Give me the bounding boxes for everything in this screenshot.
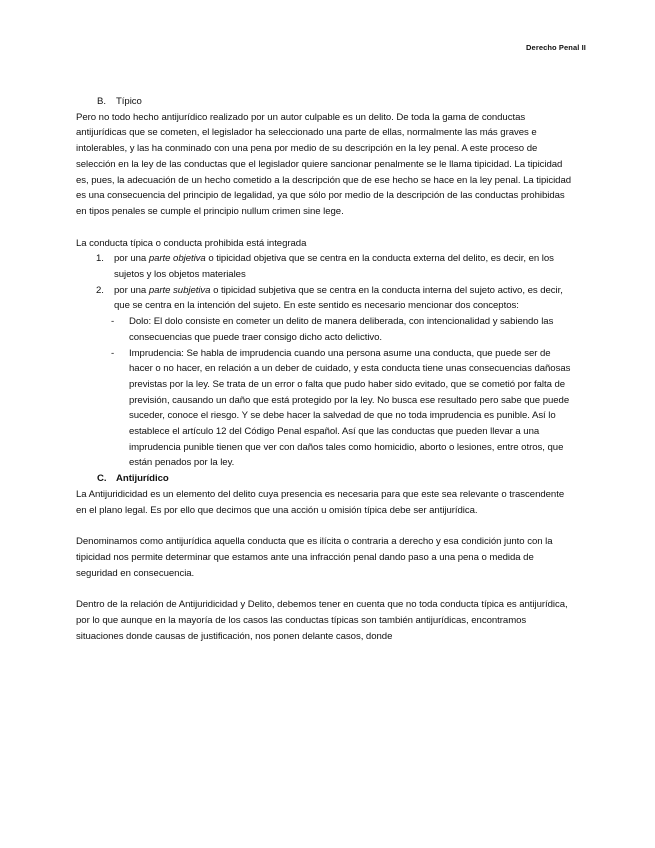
section-c-letter: C. — [97, 473, 107, 485]
section-c-paragraph: Denominamos como antijurídica aquella conducta que es ilícita o contraria a derecho y esa condición junto con la tipicidad nos permite determinar que estamos ante una infracción penal dando paso a una pena o medida de seguridad en consecuencia. — [76, 536, 553, 579]
section-b-heading — [97, 94, 573, 110]
list-item-text: por una parte objetiva o tipicidad objetiva que se centra en la conducta externa del delito, es decir, en los sujetos y los objetos materiales — [114, 253, 554, 281]
concept-text: Dolo: El dolo consiste en cometer un delito de manera deliberada, con intencionalidad y sabiendo las consecuencias que puede traer consigo dicho acto delictivo. — [129, 316, 554, 343]
list-item — [76, 251, 573, 282]
dash-bullet: - — [111, 316, 115, 328]
section-b-title: Típico — [116, 96, 142, 107]
emphasis: parte objetiva — [148, 253, 206, 265]
concept-list — [76, 314, 573, 471]
list-intro: La conducta típica o conducta prohibida está integrada — [76, 237, 307, 249]
list-item-number: 2. — [96, 284, 104, 296]
running-header: Derecho Penal II — [526, 43, 586, 52]
concept-item — [76, 314, 573, 345]
list-item — [76, 283, 573, 314]
section-c-paragraph: La Antijuridicidad es un elemento del delito cuya presencia es necesaria para que este sea relevante o trascendente en el plano legal. Es por ello que decimos que una acción u omisión típica debe ser antijurídica. — [76, 488, 565, 516]
section-c-paragraph: Dentro de la relación de Antijuridicidad y Delito, debemos tener en cuenta que no toda conducta típica es antijurídica, por lo que aunque en la mayoría de los casos las conductas típicas son también antijurídicas, encontramos situaciones donde causas de justificación, nos ponen delante casos, donde — [76, 599, 568, 642]
document-body — [76, 94, 573, 645]
section-c-heading — [97, 471, 573, 487]
component-list — [76, 251, 573, 314]
section-c-title: Antijurídico — [116, 473, 169, 485]
list-item-text: por una parte subjetiva o tipicidad subjetiva que se centra en la conducta interna del sujeto activo, es decir, que se centra en la intención del sujeto. En este sentido es necesario mencionar dos conceptos: — [114, 284, 563, 312]
section-b-letter: B. — [97, 96, 106, 107]
emphasis: parte subjetiva — [148, 284, 211, 296]
dash-bullet: - — [111, 347, 115, 359]
concept-text: Imprudencia: Se habla de imprudencia cuando una persona asume una conducta, que puede ser de hacer o no hacer, en relación a un deber de cuidado, y esta conducta tiene unas consecuencias dañosas previstas por la ley. Se trata de un error o falta que pudo haber sido evitado, que se cometió por falta de previsión, causando un daño que está protegido por la ley. No busca ese resultado pero sabe que puede suceder, conoce el riesgo. Y se debe hacer la salvedad de que no toda imprudencia es punible. Así lo establece el artículo 12 del Código Penal español. Así que las conductas que pueden llevar a una imprudencia punible tienen que ver con daños tales como homicidio, aborto o lesiones, entre otros, que están penados por la ley. — [129, 347, 571, 469]
list-item-number: 1. — [96, 253, 104, 265]
section-b-paragraph: Pero no todo hecho antijurídico realizado por un autor culpable es un delito. De toda la gama de conductas antijurídicas que se cometen, el legislador ha seleccionado una parte de ellas, normalmente las más graves e intolerables, y las ha conminado con una pena por medio de su descripción en la ley penal. A este proceso de selección en la ley de las conductas que el legislador quiere sancionar penalmente se le llama tipicidad. La tipicidad es, pues, la adecuación de un hecho cometido a la descripción que de ese hecho se hace en la ley penal. La tipicidad es una consecuencia del principio de legalidad, ya que sólo por medio de la descripción de las conductas prohibidas en tipos penales se cumple el principio nullum crimen sine lege. — [76, 111, 572, 217]
concept-item — [76, 346, 573, 472]
